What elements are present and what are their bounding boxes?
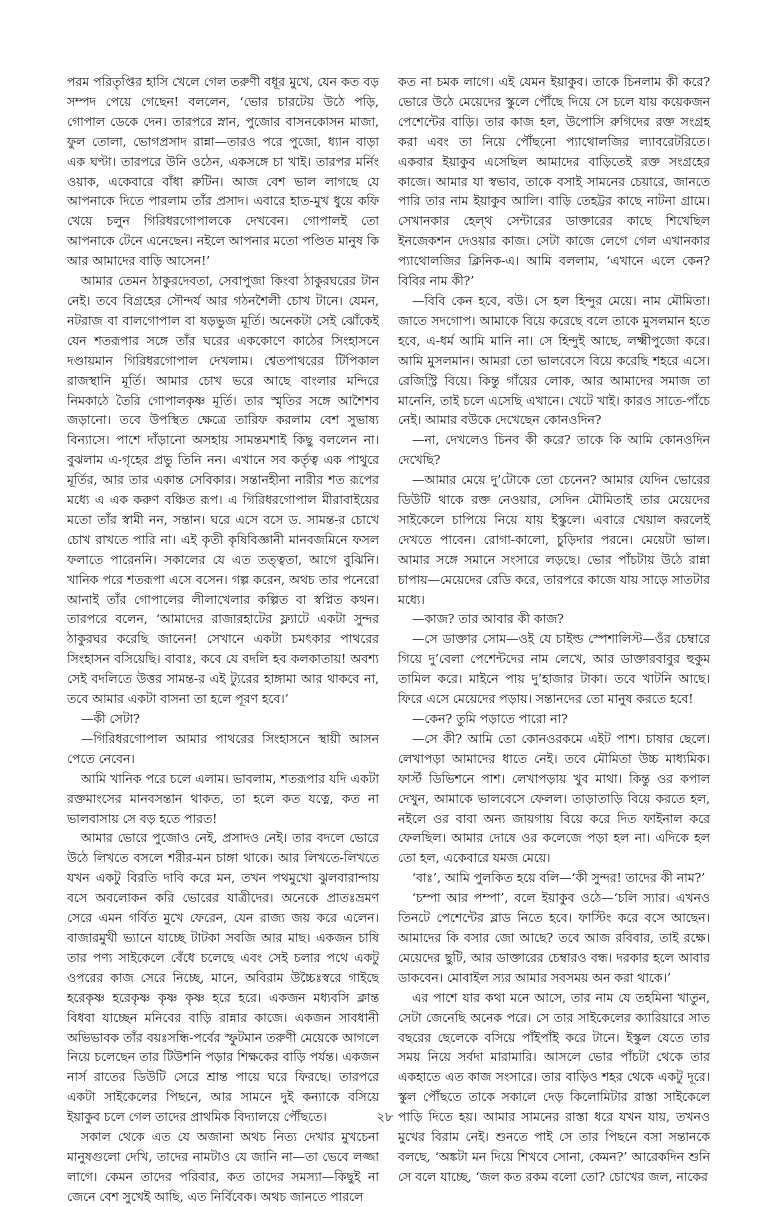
paragraph: আমি খানিক পরে চলে এলাম। ভাবলাম, শতরূপার যদি একটা রক্তমাংসের মানবসন্তান থাকত, তা হলে কত যত্নে, কত না ভালবাসায় সে বড় হতে পারত! [67,770,379,826]
left-column [67,72,379,1204]
paragraph: —কী সেটা? [81,711,140,726]
paragraph: এর পাশে যার কথা মনে আসে, তার নাম যে তহমিনা খাতুন, সেটা জেনেছি অনেক পরে। সে তার সাইকেলের ক্যারিয়ারে সাত বছরের ছেলেকে বসিয়ে পাঁইপাঁই করে টানে। ইস্কুল যেতে তার সময় নিয়ে সর্বদা মারামারি। আসলে ভোর পাঁচটা থেকে তার একহাতে এত কাজ সংসারে। তার বাড়িও শহর থেকে একটু দূরে। স্কুল পৌঁছতে তাকে সকালে দেড় কিলোমিটার রাস্তা সাইকেলে পাড়ি দিতে হয়। আমার সামনের রাস্তা ধরে যখন যায়, তখনও মুখের বিরাম নেই। শুনতে পাই সে তার পিছনে বসা সন্তানকে বলছে, ‘অঙ্কটা মন দিয়ে শিখবে সোনা, কেমন?’ আরেকদিন শুনি সে বলে যাচ্ছে, ‘জল কত রকম বলো তো? চোখের জল, নাকের [398,989,710,1184]
paragraph: —সে ডাক্তার সোম—ওই যে চাইল্ড স্পেশালিস্ট—ওঁর চেম্বারে গিয়ে দু’বেলা পেশেন্টদের নাম লেখে, আর ডাক্তারবাবুর হুকুম তামিল করে। মাইনে পায় দু’হাজার টাকা। তবে খাটনি আছে। ফিরে এসে মেয়েদের পড়ায়। সন্তানদের তো মানুষ করতে হবে! [398,631,710,707]
paragraph: —কেন? তুমি পড়াতে পারো না? [412,711,568,726]
right-column [398,72,710,1184]
paragraph: —না, দেখলেও চিনব কী করে? তাকে কি আমি কোনওদিন দেখেছি? [398,432,710,468]
paragraph: —আমার মেয়ে দু’টোকে তো চেনেন? আমার যেদিন ভোরের ডিউটি থাকে রক্ত নেওয়ার, সেদিন মৌমিতাই তার মেয়েদের সাইকেলে চাপিয়ে নিয়ে যায় ইস্কুলে। এবারে খেয়াল করলেই দেখতে পাবেন। রোগা-কালো, চুড়িদার পরনে। মেয়েটা ভাল। আমার সঙ্গে সমানে সংসারে লড়ছে। ভোর পাঁচটায় উঠে রান্না চাপায়—মেয়েদের রেডি করে, তারপরে কাজে যায় সাড়ে সাতটার মধ্যে। [398,472,710,607]
paragraph: ‘বাঃ’, আমি পুলকিত হয়ে বলি—‘কী সুন্দর! তাদের কী নাম?’ [412,870,706,886]
paragraph: —গিরিধরগোপাল আমার পাথরের সিংহাসনে স্থায়ী আসন পেতে নেবেন। [67,730,379,766]
paragraph: ‘চম্পা আর পম্পা’, বলে ইয়াকুব ওঠে—‘চলি স্যার। এখনও তিনটে পেশেন্টের ব্লাড নিতে হবে। ফাস্টিং করে বসে আছেন। আমাদের কি বসার জো আছে? তবে আজ রবিবার, তাই রক্ষে। মেয়েদের ছুটি, আর ডাক্তারের চেম্বারও বন্ধ। দরকার হলে আবার ডাকবেন। মোবাইল স্যর আমার সবসময় অন করা থাকে।’ [398,890,710,985]
paragraph: —কাজ? তার আবার কী কাজ? [412,611,564,627]
paragraph: আমার তেমন ঠাকুরদেবতা, সেবাপুজা কিংবা ঠাকুরঘরের টান নেই। তবে বিগ্রহের সৌন্দর্য আর গঠনশৈলী চোখ টানে। যেমন, নটরাজ বা বালগোপাল বা ষড়ভুজ মূর্তি। অনেকটা সেই ঝোঁকেই যেন শতরূপার সঙ্গে তাঁর ঘরের এককোণে কাঠের সিংহাসনে দণ্ডায়মান গিরিধরগোপাল দেখলাম। শ্বেতপাথরের টিপিকাল রাজস্থানি মূর্তি। আমার চোখ ভরে আছে বাংলার মন্দিরে নিমকাঠে তৈরি গোপালকৃষ্ণ মূর্তি। তার স্মৃতির সঙ্গে আশৈশব জড়ানো। তবে উপস্থিত ক্ষেত্রে তারিফ করলাম বেশ সুভাষ্য বিন্যাসে। পাশে দাঁড়ানো অসহায় সামন্তমশাই কিছু বললেন না। বুঝলাম এ-গৃহের প্রভু তিনি নন। এখানে সব কর্তৃত্ব এক পাথুরে মূর্তির, আর তার একান্ত সেবিকার। সন্তানহীনা নারীর শত রূপের মধ্যে এ এক করুণ বঞ্চিত রূপ। এ গিরিধরগোপাল মীরাবাইয়ের মতো তাঁর স্বামী নন, সন্তান। ঘরে এসে বসে ড. সামন্ত-র চোখে চোখ রাখতে পারি না। এই কৃতী কৃষিবিজ্ঞানী মানবজমিনে ফসল ফলাতে পারেননি। সকালের যে এত তত্ত্বতা, আগে বুঝিনি। খানিক পরে শতরূপা এসে বসেন। গল্প করেন, অথচ তার পনেরো আনাই তাঁর গোপালের লীলাখেলার কল্পিত বা স্বপ্নিত কথন। তারপরে বলেন, ‘আমাদের রাজারহাটের ফ্ল্যাটে একটা সুন্দর ঠাকুরঘর করেছি জানেন! সেখানে একটা চমৎকার পাথরের সিংহাসন বসিয়েছি। বাবাঃ, কবে যে বদলি হব কলকাতায়! অবশ্য সেই বদলিতে উত্তর সামন্ত-র এই ট্যুরের হাঙ্গামা আর থাকবে না, তবে আমার একটা বাসনা তা হলে পূরণ হবে।’ [67,273,379,707]
paragraph: —বিবি কেন হবে, বউ। সে হল হিন্দুর মেয়ে। নাম মৌমিতা। জাতে সদগোপ। আমাকে বিয়ে করেছে বলে তাকে মুসলমান হতে হবে, এ-ধর্ম আমি মানি না। সে হিন্দুই আছে, লক্ষ্মীপুজো করে। আমি মুসলমান। আমরা তো ভালবেসে বিয়ে করেছি শহরে এসে। রেজিস্ট্রি বিয়ে। কিন্তু গাঁয়ের লোক, আর আমাদের সমাজ তা মানেনি, তাই চলে এসেছি এখানে। খেটে খাই। কারও সাতে-পাঁচে নেই। আমার বউকে দেখেছেন কোনওদিন? [398,292,710,428]
paragraph: কত না চমক লাগে। এই যেমন ইয়াকুব। তাকে চিনলাম কী করে? ভোরে উঠে মেয়েদের স্কুলে পৌঁছে দিয়ে সে চলে যায় কয়েকজন পেশেন্টের বাড়ি। তার কাজ হল, উপোসি রুগিদের রক্ত সংগ্রহ করা এবং তা নিয়ে পৌঁছনো প্যাথোলজির ল্যাবরেটরিতে। একবার ইয়াকুব এসেছিল আমাদের বাড়িতেই রক্ত সংগ্রহের কাজে। আমার যা স্বভাব, তাকে বসাই সামনের চেয়ারে, জানতে পারি তার নাম ইয়াকুব আলি। বাড়ি তেহট্টর কাছে নাটনা গ্রামে। সেখানকার হেল্থ সেন্টারের ডাক্তারের কাছে শিখেছিল ইনজেকশন দেওয়ার কাজ। সেটা কাজে লেগে গেল এখানকার প্যাথোলজির ক্লিনিক-এ। আমি বললাম, ‘এখানে এলে কেন? বিবির নাম কী?’ [398,74,710,289]
page-number: ২৮ [376,1110,394,1125]
paragraph: আমার ভোরে পুজোও নেই, প্রসাদও নেই। তার বদলে ভোরে উঠে লিখতে বসলে শরীর-মন চাঙ্গা থাকে। আর লিখতে-লিখতে যখন একটু বিরতি দাবি করে মন, তখন পথমুখো ঝুলবারান্দায় বসে অবলোকন করি ভোরের যাত্রীদের। অনেকে প্রাতঃভ্রমণ সেরে এমন গর্বিত মুখে ফেরেন, যেন রাজ্য জয় করে এলেন। বাজারমুখী ভ্যানে যাচ্ছে টাটকা সবজি আর মাছ। একজন চাষি তার পণ্য সাইকেলে বেঁধে চলেছে এবং সেই চলার পথে একটু ওপরের কাজ সেরে নিচ্ছে, মানে, অবিরাম উচ্চৈঃস্বরে গাইছে হরেকৃষ্ণ হরেকৃষ্ণ কৃষ্ণ কৃষ্ণ হরে হরে। একজন মধ্যবসি ক্লান্ত বিধবা যাচ্ছেন মনিবের বাড়ি রান্নার কাজে। একজন সাবধানী অভিভাবক তাঁর বয়ঃসন্ধি-পর্বের স্ফুটমান তরুণী মেয়েকে আগলে নিয়ে চলেছেন তার টিউশনি পড়ার শিক্ষকের বাড়ি পর্যন্ত। একজন নার্স রাতের ডিউটি সেরে শ্রান্ত পায়ে ঘরে ফিরছে। তারপরে একটা সাইকেলের পিছনে, আর সামনে দুই কন্যাকে বসিয়ে ইয়াকুব চলে গেল তাদের প্রাথমিক বিদ্যালয়ে পৌঁছতে। [67,830,379,1125]
paragraph: সকাল থেকে এত যে অজানা অথচ নিত্য দেখার মুখচেনা মানুষগুলো দেখি, তাদের নামটাও যে জানি না—তা ভেবে লজ্জা লাগে। কেমন তাদের পরিবার, কত তাদের সমস্যা—কিছুই না জেনে বেশ সুখেই আছি, এত নির্বিবেক। অথচ জানতে পারলে [67,1129,379,1204]
paragraph: পরম পরিতৃপ্তির হাসি খেলে গেল তরুণী বধূর মুখে, যেন কত বড় সম্পদ পেয়ে গেছেন! বললেন, ‘ভোর চারটেয় উঠে পড়ি, গোপাল ডেকে দেন। তারপরে স্নান, পুজোর বাসনকোসন মাজা, ফুল তোলা, ভোগপ্রসাদ রান্না—তারও পরে পুজো, ধ্যান বাড়া এক ঘণ্টা। তারপরে উনি ওঠেন, একসঙ্গে চা খাই। তারপর মর্নিং ওয়াক, একেবারে বাঁধা রুটিন। আজ বেশ ভাল লাগছে যে আপনাকে দিতে পারলাম তাঁর প্রসাদ। এবারে হাত-মুখ ধুয়ে কফি খেয়ে চলুন গিরিধরগোপালকে দেখবেন। গোপালই তো আপনাকে টেনে এনেছেন। নইলে আপনার মতো পণ্ডিত মানুষ কি আর আমাদের বাড়ি আসেন!’ [67,74,379,269]
paragraph: —সে কী? আমি তো কোনওরকমে এইট পাশ। চাষার ছেলে। লেখাপড়া আমাদের ধাতে নেই। তবে মৌমিতা উচ্চ মাধ্যমিক। ফার্স্ট ডিভিশনে পাশ। লেখাপড়ায় খুব মাথা। কিন্তু ওর কপাল দেখুন, আমাকে ভালবেসে ফেলল। তাড়াতাড়ি বিয়ে করতে হল, নইলে ওর বাবা অন্য জায়গায় বিয়ে করে দিত ফাইনাল করে ফেলছিল। আমার দোষে ওর কলেজে পড়া হল না। এদিকে হল তো হল, একেবারে যমজ মেয়ে। [398,730,710,866]
